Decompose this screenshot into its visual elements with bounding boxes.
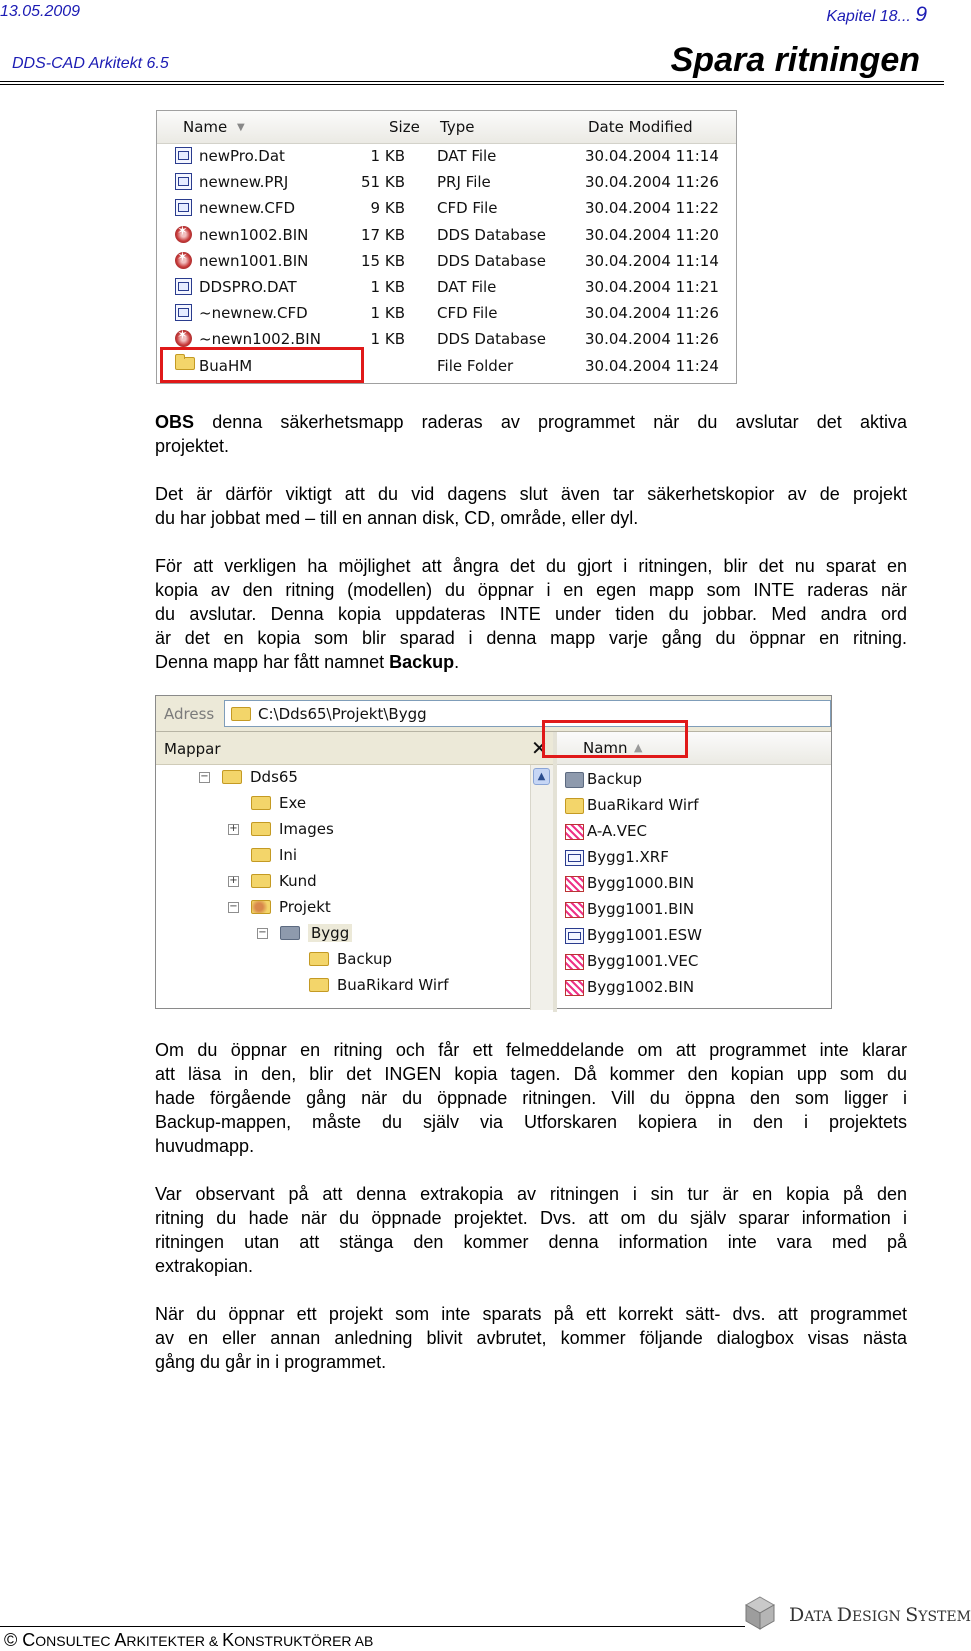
list-item[interactable] bbox=[557, 949, 831, 975]
file-date: 30.04.2004 11:20 bbox=[585, 225, 719, 244]
sort-arrow-icon: ▼ bbox=[237, 122, 245, 133]
table-row[interactable] bbox=[157, 196, 736, 222]
file-icon bbox=[565, 850, 584, 866]
tree-node[interactable] bbox=[156, 947, 528, 971]
list-item-label: Backup bbox=[587, 770, 642, 788]
file-type: DDS Database bbox=[437, 251, 546, 270]
folder-icon bbox=[251, 796, 271, 810]
file-type: DDS Database bbox=[437, 225, 546, 244]
file-type: DAT File bbox=[437, 147, 497, 165]
vector-file-icon bbox=[565, 980, 584, 996]
para-text: denna säkerhetsmapp raderas av programmet när du avslutar det aktiva bbox=[212, 412, 907, 432]
header-chapter bbox=[826, 3, 927, 27]
tree-node-label: Images bbox=[279, 820, 334, 838]
list-item[interactable] bbox=[557, 871, 831, 897]
file-size: 15 KB bbox=[361, 251, 405, 270]
list-item[interactable] bbox=[557, 819, 831, 845]
file-name: ~newnew.CFD bbox=[199, 304, 308, 323]
tree-node[interactable] bbox=[156, 869, 528, 893]
tree-scrollbar[interactable] bbox=[530, 765, 553, 1010]
folder-icon bbox=[280, 926, 300, 940]
expand-icon[interactable]: + bbox=[229, 823, 238, 834]
para-line: Backup-mappen, måste du själv via Utforskaren kopiera in den i projektets bbox=[155, 1112, 907, 1132]
page-title: Spara ritningen bbox=[670, 41, 920, 79]
collapse-icon[interactable]: − bbox=[200, 771, 209, 782]
tree-node-label: Kund bbox=[279, 872, 317, 890]
para-text: . bbox=[454, 652, 460, 672]
brand-name: DATA DESIGN SYSTEM bbox=[789, 1604, 971, 1626]
tree-node[interactable] bbox=[156, 791, 528, 815]
file-name: newn1002.BIN bbox=[199, 225, 309, 244]
list-item-label: Bygg1002.BIN bbox=[587, 978, 695, 996]
address-value: C:\Dds65\Projekt\Bygg bbox=[258, 705, 427, 723]
tree-node-label: Backup bbox=[337, 950, 392, 968]
file-date: 30.04.2004 11:14 bbox=[585, 147, 719, 165]
folders-pane-label: Mappar bbox=[164, 740, 221, 758]
column-name[interactable]: Namn bbox=[583, 739, 628, 757]
file-name: DDSPRO.DAT bbox=[199, 278, 297, 296]
tree-node[interactable] bbox=[156, 895, 528, 919]
table-row[interactable] bbox=[157, 275, 736, 301]
list-item[interactable] bbox=[557, 923, 831, 949]
table-row[interactable] bbox=[157, 223, 736, 249]
table-row[interactable] bbox=[157, 301, 736, 327]
list-fade bbox=[557, 998, 831, 1008]
para-line: projektet. bbox=[155, 436, 230, 456]
file-type: DAT File bbox=[437, 278, 497, 296]
sort-arrow-icon: ▲ bbox=[634, 741, 643, 754]
list-item[interactable] bbox=[557, 845, 831, 871]
collapse-icon[interactable]: − bbox=[258, 927, 267, 938]
file-size: 9 KB bbox=[370, 199, 405, 218]
folder-icon bbox=[251, 900, 271, 914]
paragraph-observe bbox=[155, 1182, 907, 1278]
file-icon bbox=[565, 928, 584, 944]
address-label: Adress bbox=[164, 705, 215, 723]
file-date: 30.04.2004 11:26 bbox=[585, 330, 719, 349]
file-type: DDS Database bbox=[437, 330, 546, 349]
file-name: newPro.Dat bbox=[199, 147, 285, 165]
footer-rule bbox=[0, 1626, 745, 1627]
highlight-box bbox=[542, 720, 688, 758]
para-line bbox=[155, 650, 907, 674]
file-size: 17 KB bbox=[361, 225, 405, 244]
tree-node[interactable] bbox=[156, 843, 528, 867]
header-date: 13.05.2009 bbox=[0, 3, 81, 20]
file-name: newnew.PRJ bbox=[199, 173, 289, 192]
database-icon bbox=[175, 252, 192, 269]
para-line: gång du går in i programmet. bbox=[155, 1352, 387, 1372]
address-field[interactable] bbox=[224, 700, 831, 727]
list-item-label: Bygg1001.BIN bbox=[587, 900, 695, 918]
column-date[interactable]: Date Modified bbox=[588, 118, 693, 136]
para-line: att läsa in den, blir det INGEN kopia tagen. Då kommer den kopian upp som du bbox=[155, 1064, 907, 1084]
para-line: Det är därför viktigt att du vid dagens slut även tar säkerhetskopior av de projekt bbox=[155, 484, 907, 504]
file-size: 1 KB bbox=[370, 304, 405, 323]
company-logo bbox=[745, 1596, 971, 1636]
folder-icon bbox=[309, 952, 329, 966]
list-item[interactable] bbox=[557, 793, 831, 819]
obs-label: OBS bbox=[155, 412, 195, 432]
folder-icon bbox=[251, 848, 271, 862]
file-date: 30.04.2004 11:26 bbox=[585, 304, 719, 323]
list-item-label: BuaRikard Wirf bbox=[587, 796, 699, 814]
vector-file-icon bbox=[565, 954, 584, 970]
file-list-screenshot bbox=[156, 110, 737, 384]
para-line: du avslutar. Denna kopia uppdateras INTE under tiden du jobbar. Med andra ord bbox=[155, 604, 907, 624]
tree-node[interactable] bbox=[156, 921, 528, 945]
footer-copyright: © CONSULTEC ARKITEKTER & KONSTRUKTÖRER AB bbox=[4, 1630, 374, 1650]
file-type: CFD File bbox=[437, 199, 498, 218]
para-line: Var observant på att denna extrakopia av ritningen i sin tur är en kopia på den bbox=[155, 1184, 907, 1204]
list-item-label: Bygg1.XRF bbox=[587, 848, 669, 866]
para-line: är det en kopia som blir sparad i denna mapp varje gång du öppnar en ritning. bbox=[155, 628, 907, 648]
database-icon bbox=[175, 330, 192, 347]
list-item-label: Bygg1000.BIN bbox=[587, 874, 695, 892]
file-icon bbox=[175, 278, 192, 295]
para-line: av en eller annan anledning blivit avbrutet, kommer följande dialogbox visas nästa bbox=[155, 1328, 907, 1348]
folders-pane-header bbox=[156, 732, 556, 765]
tree-node-label: Exe bbox=[279, 794, 307, 812]
page-number: 9 bbox=[915, 3, 927, 26]
close-icon[interactable]: ✕ bbox=[531, 736, 548, 760]
folder-icon bbox=[251, 822, 271, 836]
file-size: 51 KB bbox=[361, 173, 405, 192]
para-line: ritningen utan att stänga den kommer denna information inte vara med på bbox=[155, 1232, 907, 1252]
list-item-label: Bygg1001.VEC bbox=[587, 952, 699, 970]
scroll-up-icon[interactable]: ▲ bbox=[533, 768, 550, 785]
paragraph-backup-advice bbox=[155, 482, 907, 530]
file-type: File Folder bbox=[437, 356, 514, 375]
para-text: Denna mapp har fått namnet bbox=[155, 652, 390, 672]
paragraph-error bbox=[155, 1038, 907, 1158]
file-name: newnew.CFD bbox=[199, 199, 296, 218]
file-size: 1 KB bbox=[370, 147, 405, 165]
column-type[interactable]: Type bbox=[440, 118, 475, 136]
tree-node-label: Ini bbox=[279, 846, 298, 864]
vector-file-icon bbox=[565, 824, 584, 840]
list-item-label: A-A.VEC bbox=[587, 822, 647, 840]
cube-logo-icon bbox=[745, 1596, 775, 1630]
file-date: 30.04.2004 11:14 bbox=[585, 251, 719, 270]
header-rule-2 bbox=[0, 84, 944, 85]
para-line: När du öppnar ett projekt som inte sparats på ett korrekt sätt- dvs. att programmet bbox=[155, 1304, 907, 1324]
header-app-name: DDS-CAD Arkitekt 6.5 bbox=[12, 55, 169, 72]
paragraph-dialog bbox=[155, 1302, 907, 1374]
para-line: du har jobbat med – till en annan disk, CD, område, eller dyl. bbox=[155, 508, 639, 528]
para-line: För att verkligen ha möjlighet att ångra det du gjort i ritningen, blir det nu sparat en bbox=[155, 556, 907, 576]
table-row[interactable] bbox=[157, 249, 736, 275]
column-size[interactable]: Size bbox=[389, 118, 420, 136]
expand-icon[interactable]: + bbox=[229, 875, 238, 886]
chapter-label: Kapitel 18... bbox=[826, 8, 911, 25]
file-size: 1 KB bbox=[370, 278, 405, 296]
collapse-icon[interactable]: − bbox=[229, 901, 238, 912]
address-bar bbox=[156, 696, 831, 732]
para-line: huvudmapp. bbox=[155, 1136, 255, 1156]
list-item[interactable] bbox=[557, 767, 831, 793]
table-row[interactable] bbox=[157, 170, 736, 196]
table-row[interactable] bbox=[157, 144, 736, 170]
backup-name: Backup bbox=[389, 652, 455, 672]
vector-file-icon bbox=[565, 876, 584, 892]
column-header-bar bbox=[157, 111, 736, 144]
column-name[interactable]: Name bbox=[183, 118, 228, 136]
file-name: newn1001.BIN bbox=[199, 251, 309, 270]
file-type: CFD File bbox=[437, 304, 498, 323]
tree-node-label: Projekt bbox=[279, 898, 331, 916]
database-icon bbox=[175, 226, 192, 243]
copyright-symbol: © bbox=[4, 1630, 18, 1650]
file-name: BuaHM bbox=[199, 356, 253, 375]
para-line: ritning du hade när du öppnade projektet. Dvs. att om du själv sparar information i bbox=[155, 1208, 907, 1228]
tree-node[interactable] bbox=[156, 973, 528, 997]
list-item[interactable] bbox=[557, 897, 831, 923]
folder-icon bbox=[222, 770, 242, 784]
file-name: ~newn1002.BIN bbox=[199, 330, 321, 349]
tree-node-label: Bygg bbox=[308, 924, 352, 942]
folder-grey-icon bbox=[565, 772, 584, 788]
para-line: extrakopian. bbox=[155, 1256, 254, 1276]
para-line: hade förgående gång när du öppnade ritningen. Vill du öppna den som ligger i bbox=[155, 1088, 907, 1108]
tree-node[interactable] bbox=[156, 817, 528, 841]
header-rule bbox=[0, 81, 944, 82]
file-type: PRJ File bbox=[437, 173, 491, 192]
tree-node-label: BuaRikard Wirf bbox=[337, 976, 449, 994]
vector-file-icon bbox=[565, 902, 584, 918]
paragraph-obs bbox=[155, 410, 907, 458]
para-line: Om du öppnar en ritning och får ett felmeddelande om att programmet inte klarar bbox=[155, 1040, 907, 1060]
file-icon bbox=[175, 173, 192, 190]
file-date: 30.04.2004 11:26 bbox=[585, 173, 719, 192]
list-item-label: Bygg1001.ESW bbox=[587, 926, 702, 944]
file-icon bbox=[175, 304, 192, 321]
para-line bbox=[155, 410, 907, 434]
file-date: 30.04.2004 11:24 bbox=[585, 356, 719, 375]
file-date: 30.04.2004 11:22 bbox=[585, 199, 719, 218]
file-icon bbox=[175, 199, 192, 216]
para-line: kopia av den ritning (modellen) du öppnar i en egen mapp som INTE raderas när bbox=[155, 580, 907, 600]
folder-icon bbox=[231, 707, 251, 721]
folder-icon bbox=[251, 874, 271, 888]
paragraph-backup-folder bbox=[155, 554, 907, 674]
explorer-screenshot bbox=[155, 695, 832, 1009]
file-size: 1 KB bbox=[370, 330, 405, 349]
highlight-box bbox=[160, 347, 364, 383]
folder-icon bbox=[309, 978, 329, 992]
folder-icon bbox=[565, 798, 584, 814]
tree-node-label: Dds65 bbox=[250, 768, 298, 786]
file-icon bbox=[175, 147, 192, 164]
tree-node[interactable] bbox=[156, 765, 528, 789]
folder-tree bbox=[156, 765, 528, 1010]
file-date: 30.04.2004 11:21 bbox=[585, 278, 719, 296]
